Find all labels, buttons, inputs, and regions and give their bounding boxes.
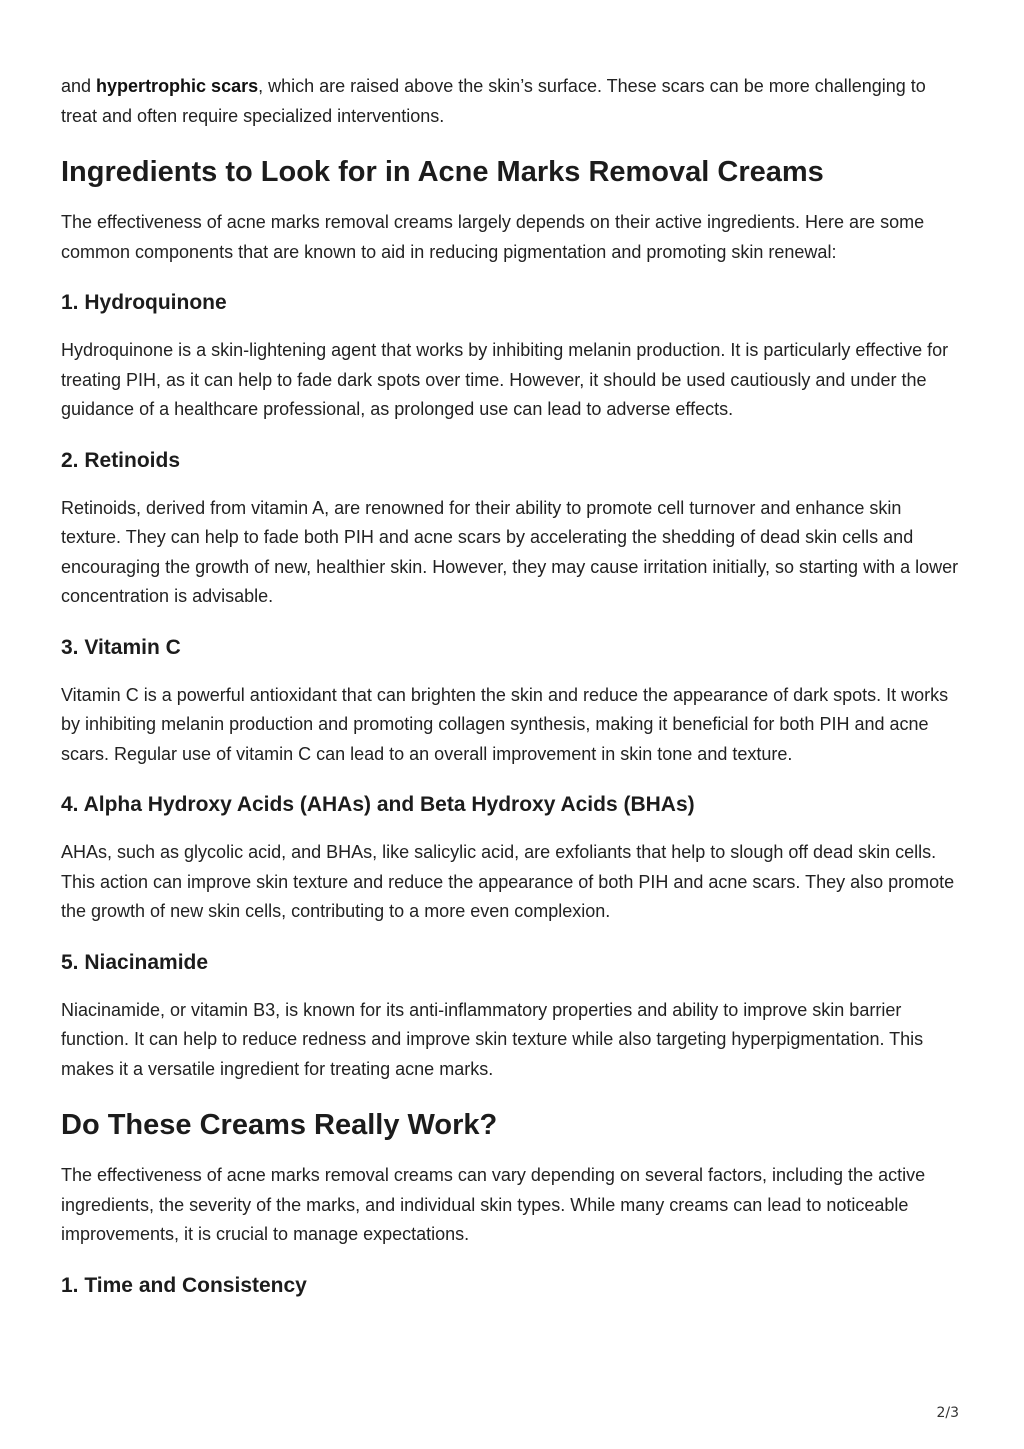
subheading-aha-bha: 4. Alpha Hydroxy Acids (AHAs) and Beta Hydroxy Acids (BHAs)	[61, 793, 695, 816]
subheading-hydroquinone: 1. Hydroquinone	[61, 291, 227, 314]
intro-paragraph	[61, 72, 966, 131]
subheading-niacinamide: 5. Niacinamide	[61, 950, 209, 974]
paragraph-niacinamide: Niacinamide, or vitamin B3, is known for its anti-inflammatory properties and ability to improve skin barrier function. It can help to reduce redness and improve skin texture while also targeting hyperpigmentation. This makes it a versatile ingredient for treating acne marks.	[61, 999, 924, 1079]
paragraph-aha-bha: AHAs, such as glycolic acid, and BHAs, like salicylic acid, are exfoliants that help to slough off dead skin cells. This action can improve skin texture and reduce the appearance of both PIH and acne scars. They also promote the growth of new skin cells, contributing to a more even complexion.	[61, 842, 955, 921]
section-heading-ingredients: Ingredients to Look for in Acne Marks Removal Creams	[61, 156, 824, 188]
page-number: 2/3	[936, 1405, 959, 1421]
document-body	[61, 72, 966, 1300]
intro-bold-term: hypertrophic scars	[96, 76, 259, 96]
section-heading-do-creams-work: Do These Creams Really Work?	[61, 1109, 498, 1141]
section-paragraph-do-creams-work: The effectiveness of acne marks removal creams can vary depending on several factors, including the active ingredients, the severity of the marks, and individual skin types. While many creams can lead to noticeable improvements, it is crucial to manage expectations.	[61, 1165, 926, 1244]
subheading-retinoids: 2. Retinoids	[61, 448, 181, 472]
section-paragraph-ingredients: The effectiveness of acne marks removal creams largely depends on their active ingredients. Here are some common components that are known to aid in reducing pigmentation and promoting skin renewal:	[61, 212, 925, 262]
paragraph-hydroquinone: Hydroquinone is a skin-lightening agent that works by inhibiting melanin production. It is particularly effective for treating PIH, as it can help to fade dark spots over time. However, it should be used cautiously and under the guidance of a healthcare professional, as prolonged use can lead to adverse effects.	[61, 340, 949, 419]
subheading-time-consistency: 1. Time and Consistency	[61, 1273, 307, 1297]
subheading-vitamin-c: 3. Vitamin C	[61, 635, 181, 659]
intro-suffix: , which are raised above the skin’s surface. These scars can be more challenging to treat and often require specialized interventions.	[61, 76, 926, 126]
intro-prefix: and	[61, 76, 97, 96]
paragraph-vitamin-c: Vitamin C is a powerful antioxidant that can brighten the skin and reduce the appearance of dark spots. It works by inhibiting melanin production and promoting collagen synthesis, making it beneficial for both PIH and acne scars. Regular use of vitamin C can lead to an overall improvement in skin tone and texture.	[61, 684, 949, 764]
paragraph-retinoids: Retinoids, derived from vitamin A, are renowned for their ability to promote cell turnover and enhance skin texture. They can help to fade both PIH and acne scars by accelerating the shedding of dead skin cells and encouraging the growth of new, healthier skin. However, they may cause irritation initially, so starting with a lower concentration is advisable.	[61, 497, 959, 606]
